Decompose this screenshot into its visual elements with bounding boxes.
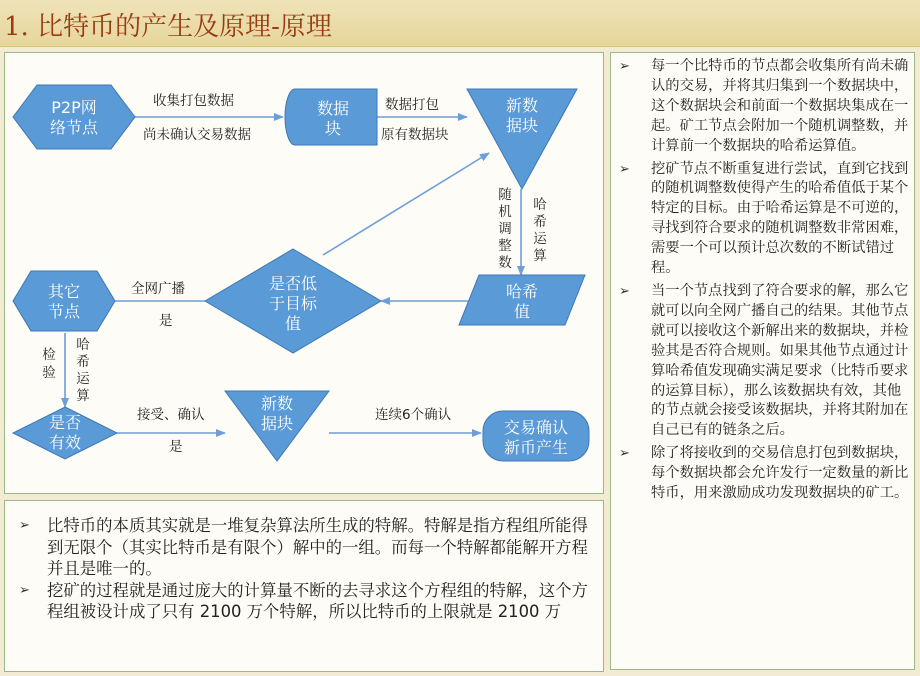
title-bar xyxy=(0,0,920,47)
hash-line2: 值 xyxy=(513,302,531,321)
confirm-line1: 交易确认 xyxy=(503,418,569,437)
newblock-top-line1: 新数 xyxy=(505,96,539,115)
flow-diagram xyxy=(5,53,603,493)
label-hashop-right-4: 算 xyxy=(533,248,547,264)
label-hashop-left-2: 希 xyxy=(76,354,90,370)
diagram-panel xyxy=(4,52,604,494)
slide-title: 1. 比特币的产生及原理-原理 xyxy=(4,12,332,42)
valid-line1: 是否 xyxy=(48,413,82,432)
newblock-bottom-line2: 据块 xyxy=(260,414,294,433)
label-hashop-right-1: 哈 xyxy=(533,197,547,213)
arrow-bullet-icon: ➢ xyxy=(619,59,630,74)
arrow-bullet-icon: ➢ xyxy=(19,518,30,533)
bottom-bullet-1 xyxy=(19,515,591,580)
target-line3: 值 xyxy=(284,314,302,333)
db-line2: 块 xyxy=(324,119,342,138)
label-broadcast: 全网广播 xyxy=(131,281,185,297)
label-hashop-left-1: 哈 xyxy=(76,337,90,353)
right-bullet-3 xyxy=(617,282,910,441)
other-line2: 节点 xyxy=(47,302,81,321)
right-bullet-4-text: 除了将接收到的交易信息打包到数据块，每个数据块都会允许发行一定数量的新比特币，用来激励成功发现数据块的矿工。 xyxy=(651,445,909,502)
other-nodes-hexagon xyxy=(13,271,115,331)
label-hashop-right-2: 希 xyxy=(533,214,547,230)
bottom-bullet-list xyxy=(5,501,603,623)
newblock-top-line2: 据块 xyxy=(505,116,539,135)
bottom-bullet-2 xyxy=(19,580,591,623)
valid-line2: 有效 xyxy=(48,433,82,452)
confirm-line2: 新币产生 xyxy=(503,438,569,457)
right-bullet-3-text: 当一个节点找到了符合要求的解，那么它就可以向全网广播自己的结果。其他节点就可以接收这个新解出来的数据块，并检验其是否符合规则。如果其他节点通过计算哈希值发现确实满足要求（比特币要求的运算目标），那么该数据块有效，其他的节点就会接受该数据块，并将其附加在自己已有的链条之后。 xyxy=(651,282,909,439)
label-collect: 收集打包数据 xyxy=(153,93,234,109)
other-line1: 其它 xyxy=(47,282,81,301)
arrow-bullet-icon: ➢ xyxy=(619,446,630,462)
label-random-1: 随 xyxy=(498,187,512,203)
label-verify-1: 检 xyxy=(42,347,56,363)
label-random-2: 机 xyxy=(498,204,512,220)
p2p-node-hexagon xyxy=(13,85,135,149)
label-random-4: 整 xyxy=(498,238,512,254)
right-bullet-4 xyxy=(617,444,910,504)
newblock-bottom-line1: 新数 xyxy=(260,394,294,413)
target-line2: 于目标 xyxy=(268,294,318,313)
right-text-panel xyxy=(610,52,915,670)
label-existing: 原有数据块 xyxy=(381,127,449,143)
label-hashop-left-4: 算 xyxy=(76,388,90,404)
label-yes1: 是 xyxy=(159,313,173,329)
label-verify-2: 验 xyxy=(42,365,56,381)
label-unconfirmed: 尚未确认交易数据 xyxy=(143,127,251,143)
right-bullet-list xyxy=(611,53,914,504)
label-random-3: 调 xyxy=(498,221,512,237)
label-yes2: 是 xyxy=(169,439,183,455)
right-bullet-2 xyxy=(617,160,910,279)
arrow-bullet-icon: ➢ xyxy=(619,283,630,299)
arrow-target-back-to-newblock xyxy=(323,153,489,255)
bottom-bullet-2-text: 挖矿的过程就是通过庞大的计算量不断的去寻求这个方程组的特解，这个方程组被设计成了只有 2100 万个特解，所以比特币的上限就是 2100 万 xyxy=(47,580,588,621)
label-random-5: 数 xyxy=(498,255,512,271)
label-package: 数据打包 xyxy=(385,97,439,113)
right-bullet-2-text: 挖矿节点不断重复进行尝试，直到它找到的随机调整数使得产生的哈希值低于某个特定的目标。由于哈希运算是不可逆的，寻找到符合要求的随机调整数非常困难，需要一个可以预计总次数的不断试错过程。 xyxy=(651,160,909,277)
right-bullet-1 xyxy=(617,57,910,157)
arrow-bullet-icon: ➢ xyxy=(619,161,630,177)
p2p-node-line1: P2P网 xyxy=(51,98,97,117)
bottom-bullet-1-text: 比特币的本质其实就是一堆复杂算法所生成的特解。特解是指方程组所能得到无限个（其实比特币是有限个）解中的一组。而每一个特解都能解开方程并且是唯一的。 xyxy=(47,516,588,578)
hash-line1: 哈希 xyxy=(505,282,539,301)
bottom-text-panel xyxy=(4,500,604,672)
target-line1: 是否低 xyxy=(268,274,318,293)
label-accept: 接受、确认 xyxy=(137,407,205,423)
label-hashop-right-3: 运 xyxy=(533,231,547,247)
label-hashop-left-3: 运 xyxy=(76,371,90,387)
arrow-bullet-icon: ➢ xyxy=(19,582,30,598)
label-six-confirm: 连续6个确认 xyxy=(375,407,452,423)
db-line1: 数据 xyxy=(316,99,350,118)
right-bullet-1-text: 每一个比特币的节点都会收集所有尚未确认的交易，并将其归集到一个数据块中，这个数据块会和前面一个数据块集成在一起。矿工节点会附加一个随机调整数，并计算前一个数据块的哈希运算值。 xyxy=(651,58,909,154)
p2p-node-line2: 络节点 xyxy=(49,118,99,137)
